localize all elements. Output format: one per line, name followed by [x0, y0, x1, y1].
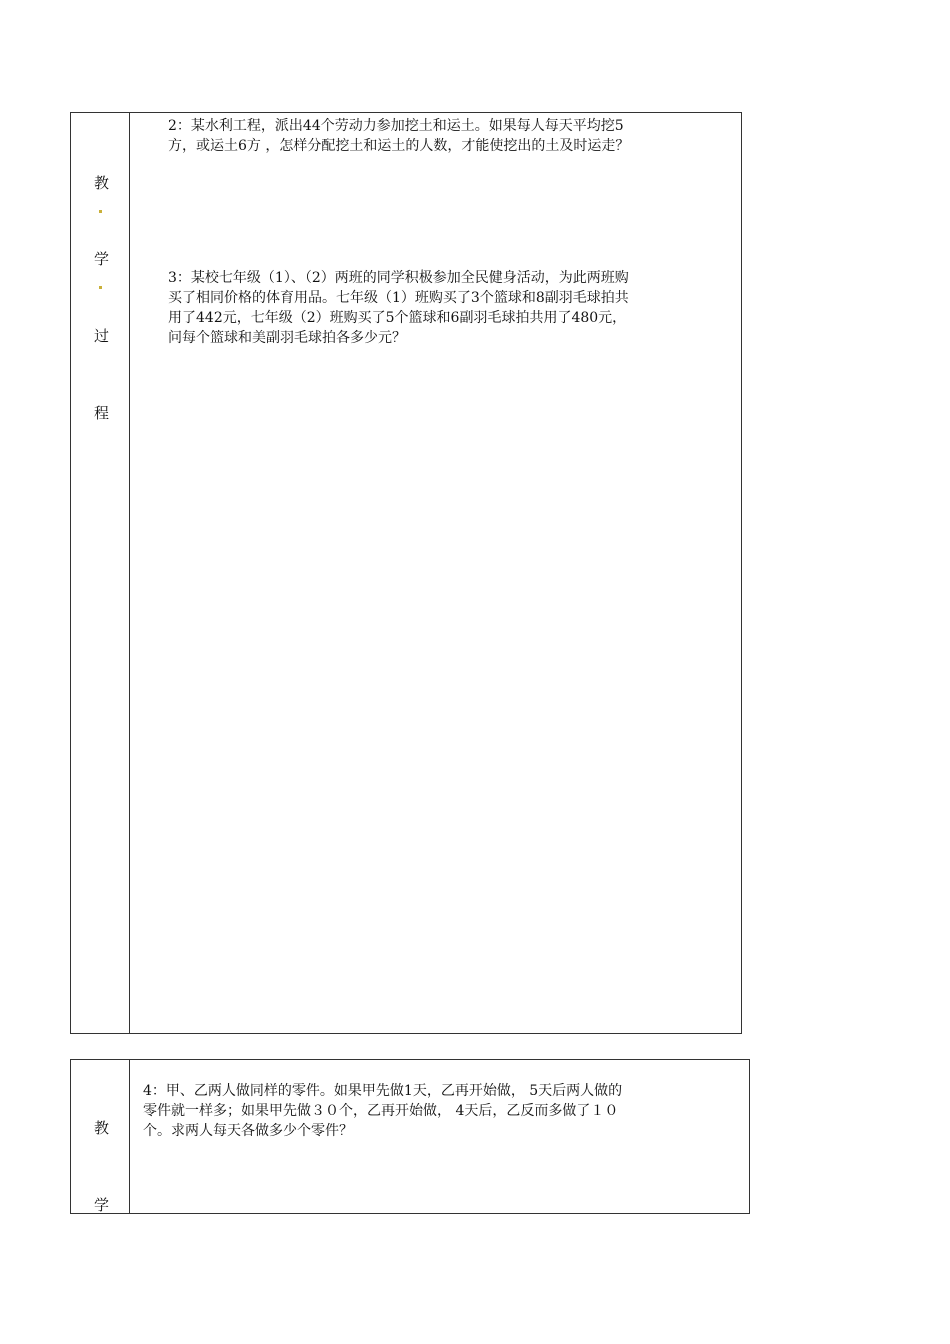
column-divider — [129, 113, 130, 1033]
side-label-jiao: 教 — [94, 1119, 110, 1137]
side-label-xue: 学 — [94, 1196, 110, 1214]
decorative-dot — [99, 210, 102, 213]
side-label-xue: 学 — [94, 250, 110, 268]
problem-2-text: 2：某水利工程，派出44个劳动力参加挖土和运土。如果每人每天平均挖5 方，或运土6方 ，怎样分配挖土和运土的人数，才能使挖出的土及时运走？ — [168, 118, 630, 154]
side-label-cheng: 程 — [94, 404, 110, 422]
lesson-table-2 — [70, 1059, 750, 1214]
side-label-jiao: 教 — [94, 174, 110, 192]
problem-4-text: 4：甲、乙两人做同样的零件。如果甲先做1天，乙再开始做， 5天后两人做的 零件就一样多；如果甲先做３０个，乙再开始做， 4天后，乙反而多做了１０ 个。求两人每天各做多少个零件？ — [143, 1083, 623, 1139]
side-label-guo: 过 — [94, 327, 110, 345]
problem-3-text: 3：某校七年级（1）、（2）两班的同学积极参加全民健身活动，为此两班购 买了相同价格的体育用品。七年级（1）班购买了3个篮球和8副羽毛球拍共 用了442元，七年级（2）班购买了5个篮球和6副羽毛球拍共用了480元， 问每个篮球和美副羽毛球拍各多少元？ — [168, 270, 629, 346]
lesson-table-1 — [70, 112, 742, 1034]
column-divider — [129, 1060, 130, 1213]
decorative-dot — [99, 286, 102, 289]
